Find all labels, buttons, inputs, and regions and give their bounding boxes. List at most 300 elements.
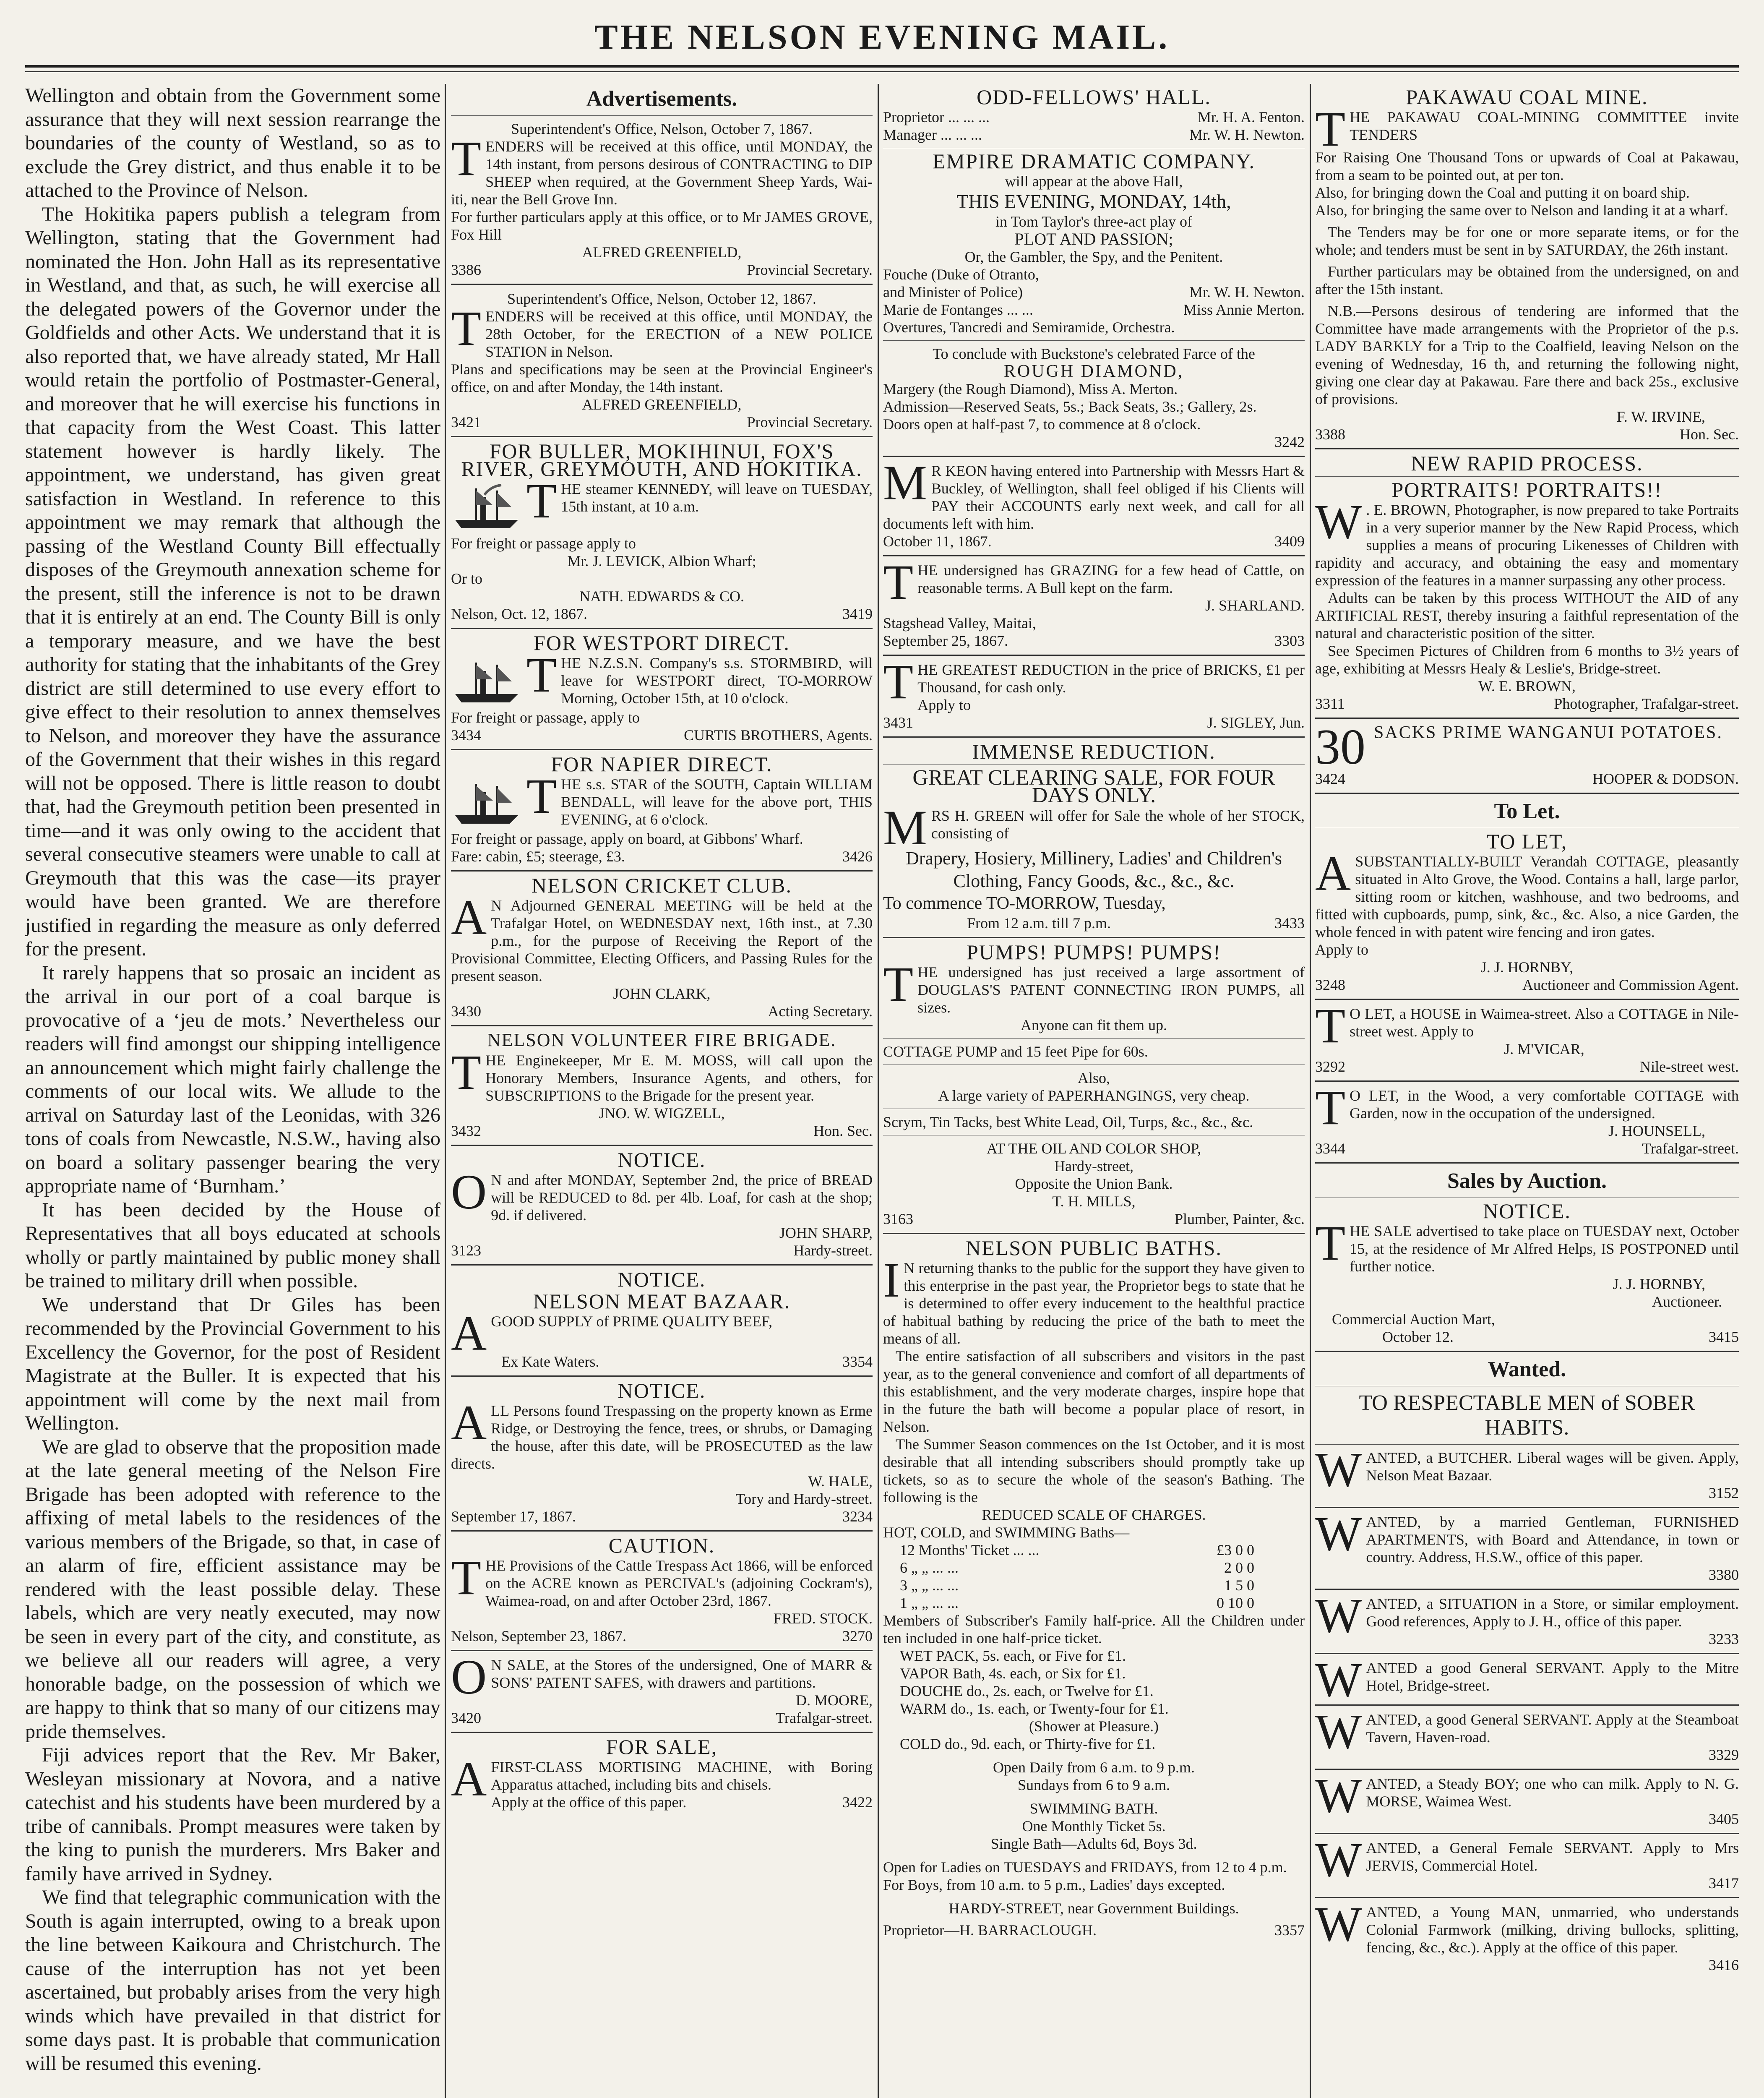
ad-text: HE SALE advertised to take place on TUESDAY next, October 15, at the residence of Mr Alfred Helps, IS POSTPONED until further notice. (1350, 1223, 1739, 1275)
ad-westport-steamer (451, 631, 873, 744)
ad-text: Also, (1077, 1070, 1110, 1086)
ad-number: 3430 (451, 1003, 481, 1020)
ad-text: For freight or passage, apply on board, at Gibbons' Wharf. (451, 830, 803, 847)
ad-caution (451, 1534, 873, 1645)
ad-number: 3419 (842, 605, 873, 622)
ad-grazing (883, 555, 1305, 650)
ad-heading: NELSON VOLUNTEER FIRE BRIGADE. (487, 1030, 836, 1050)
divider (451, 1264, 873, 1266)
ad-signature: T. H. MILLS, (1052, 1193, 1136, 1210)
ad-number: 3303 (1274, 632, 1305, 649)
ad-text: ANTED, a Steady BOY; one who can milk. Apply to N. G. MORSE, Waimea West. (1366, 1775, 1739, 1810)
price-value: 2 0 0 (1224, 1559, 1254, 1576)
drop-cap: M (883, 455, 927, 510)
advertisements-column-2 (883, 84, 1305, 2098)
divider (451, 1650, 873, 1651)
ad-heading: PAKAWAU COAL MINE. (1406, 85, 1648, 109)
divider (1315, 999, 1739, 1000)
drop-cap: W (1315, 1832, 1362, 1887)
ad-signature: W. HALE, (808, 1473, 873, 1490)
ad-number: 3152 (1709, 1485, 1739, 1501)
divider (883, 937, 1305, 938)
ad-text: Further particulars may be obtained from the undersigned, on and after the 15th instant. (1315, 263, 1739, 297)
ad-role: Trafalgar-street. (1642, 1140, 1739, 1157)
ad-text: For further particulars apply at this office, or to Mr JAMES GROVE, Fox Hill (451, 209, 873, 243)
ad-agent: CURTIS BROTHERS, Agents. (684, 727, 873, 744)
ad-number: 3163 (883, 1211, 913, 1227)
ad-text: Drapery, Hosiery, Millinery, Ladies' and Children's Clothing, Fancy Goods, &c., &c., &c. (906, 848, 1282, 891)
editorial-paragraph: The Hokitika papers publish a telegram from Wellington, stating that the Government had nominated the Hon. John Hall as its representative in Westland, and that, as such, he will exercise all the delegated powers of the Governor under the Goldfields and other Acts. We understand that it is also reported that, we have already stated, Mr Hall would retain the portfolio of Postmaster-General, and moreover that he will exercise his functions in that capacity from the West Coast. This latter statement however is hardly likely. The appointment, we understand, has given great satisfaction in Westland. In reference to this appointment we may remark that although the passing of the Westland County Bill effectually disposes of the Greymouth annexation scheme for the present, still the inference is not to be drawn that it is entirely at an end. The County Bill is only a temporary measure, and we have the best authority for stating that the inhabitants of the Grey district are still determined to use every effort to give effect to their resolution to annex themselves to Nelson, and moreover they have the assurance of the Government that their wishes in this regard will not be opposed. There is little reason to doubt that, had the Greymouth petition been presented in time—and it was only owing to the accident that several consecutive steamers were unable to call at Greymouth that this was the case—its prayer would have been granted. We are therefore justified in regarding the measure as only deferred for the present. (25, 203, 440, 960)
ad-signature: JOHN CLARK, (613, 985, 711, 1002)
ad-signature: J. J. HORNBY, (1480, 959, 1574, 976)
divider (451, 284, 873, 285)
divider (883, 555, 1305, 556)
ad-signature: J. HOUNSELL, (1608, 1122, 1705, 1139)
ad-text: HOT, COLD, and SWIMMING Baths— (883, 1524, 1130, 1541)
ad-heading: FOR NAPIER DIRECT. (551, 752, 773, 776)
ad-date: Nelson, September 23, 1867. (451, 1628, 626, 1644)
ad-heading: PUMPS! PUMPS! PUMPS! (967, 940, 1221, 964)
divider (451, 1375, 873, 1377)
ad-wanted-item (1315, 1704, 1739, 1764)
ad-heading: TO LET, (1486, 830, 1568, 853)
column-rule (445, 84, 446, 2098)
ad-text: ANTED, a BUTCHER. Liberal wages will be given. Apply, Nelson Meat Bazaar. (1366, 1449, 1739, 1484)
ad-text: See Specimen Pictures of Children from 6 months to 3½ years of age, exhibiting at Messrs Healy & Leslie's, Bridge-street. (1315, 642, 1739, 677)
ad-fare: Fare: cabin, £5; steerage, £3. (451, 848, 625, 865)
ad-text: Admission—Reserved Seats, 5s.; Back Seats, 3s.; Gallery, 2s. (883, 398, 1257, 415)
divider (451, 115, 873, 116)
ad-number: 3311 (1315, 695, 1345, 712)
drop-cap: A (451, 1751, 487, 1806)
ad-public-baths (883, 1236, 1305, 1939)
ad-text: Fouche (Duke of Otranto, (883, 266, 1039, 283)
drop-cap: W (1315, 1652, 1362, 1707)
ad-text: For freight or passage, apply to (451, 709, 640, 726)
ad-signature: J. M'VICAR, (1504, 1041, 1584, 1057)
ad-number: 3248 (1315, 976, 1345, 993)
drop-cap: T (1315, 998, 1346, 1053)
ad-number: 3416 (1709, 1957, 1739, 1973)
ad-text: Open for Ladies on TUESDAYS and FRIDAYS, from 12 to 4 p.m. (883, 1859, 1287, 1876)
ad-heading: FOR BULLER, MOKIHINUI, FOX'S RIVER, GREYMOUTH, AND HOKITIKA. (461, 439, 862, 480)
divider (451, 749, 873, 750)
ad-text: FIRST-CLASS MORTISING MACHINE, with Boring Apparatus attached, including bits and chisels. (491, 1759, 873, 1793)
ad-number: 3233 (1709, 1631, 1739, 1647)
ad-text: Also, for bringing the same over to Nelson and landing it at a wharf. (1315, 202, 1728, 219)
column-rule (878, 84, 879, 2098)
ad-text: N SALE, at the Stores of the undersigned, One of MARR & SONS' PATENT SAFES, with drawers and partitions. (491, 1657, 873, 1691)
divider (883, 456, 1305, 457)
ad-number: 3417 (1709, 1875, 1739, 1892)
ad-fire-brigade (451, 1031, 873, 1140)
ad-text: ROUGH DIAMOND, (1003, 362, 1184, 381)
price-label: 3 „ „ ... ... (900, 1577, 959, 1594)
ad-keon-partnership (883, 455, 1305, 550)
ad-date: September 17, 1867. (451, 1508, 576, 1525)
section-heading: To Let. (1494, 799, 1560, 823)
ad-number: 3433 (1274, 915, 1305, 932)
drop-cap: A (451, 1395, 487, 1450)
ad-text: From 12 a.m. till 7 p.m. (967, 915, 1111, 932)
editorial-paragraph: Wellington and obtain from the Government some assurance that they will next session rearrange the boundaries of the county of Westland, so as to exclude the Grey district, and thus enable it to be attached to the Province of Nelson. (25, 84, 440, 201)
ad-pakawau-coal (1315, 85, 1739, 443)
ad-address: HARDY-STREET, near Government Buildings. (948, 1900, 1239, 1917)
ad-text: COTTAGE PUMP and 15 feet Pipe for 60s. (883, 1043, 1148, 1060)
ad-text: The Summer Season commences on the 1st October, and it is most desirable that all intending subscribers should promptly take up tickets, so as to secure the whole of the season's Bathing. The following is the (883, 1436, 1305, 1506)
steamship-icon (451, 775, 522, 830)
ad-text: GOOD SUPPLY of PRIME QUALITY BEEF, (491, 1313, 773, 1330)
ad-text: O LET, a HOUSE in Waimea-street. Also a COTTAGE in Nile-street west. Apply to (1350, 1005, 1739, 1040)
ad-number: 3242 (1274, 433, 1305, 450)
ad-text: HE N.Z.S.N. Company's s.s. STORMBIRD, will leave for WESTPORT direct, TO-MORROW Morning, October 15th, at 10 o'clock. (561, 655, 873, 707)
ad-text: Apply at the office of this paper. (491, 1794, 687, 1811)
ad-number: 3388 (1315, 426, 1345, 443)
ad-number: 3426 (842, 848, 873, 865)
ad-date: Nelson, Oct. 12, 1867. (451, 605, 587, 622)
divider (883, 340, 1305, 341)
ad-text: ANTED, a good General SERVANT. Apply at the Steamboat Tavern, Haven-road. (1366, 1711, 1739, 1746)
ad-bricks (883, 654, 1305, 731)
price-value: £3 0 0 (1217, 1542, 1254, 1558)
ad-text: For Boys, from 10 a.m. to 5 p.m., Ladies' days excepted. (883, 1876, 1225, 1893)
steamship-icon (451, 654, 522, 709)
ad-tenders-sheep (451, 120, 873, 279)
ad-agent: NATH. EDWARDS & CO. (579, 588, 744, 605)
drop-cap: T (451, 301, 482, 356)
section-heading: Wanted. (1488, 1357, 1566, 1381)
ad-text: HE steamer KENNEDY, will leave on TUESDAY, 15th instant, at 10 a.m. (561, 480, 873, 515)
ad-address: Commercial Auction Mart, (1332, 1311, 1495, 1328)
ad-role: Hon. Sec. (813, 1122, 873, 1139)
ad-text: ANTED, a Young MAN, unmarried, who understands Colonial Farmwork (milking, driving bullocks, splitting, fencing, &c., &c.). Apply at the office of this paper. (1366, 1904, 1739, 1956)
ad-text: Hardy-street, (1054, 1158, 1133, 1174)
ad-text: Miss Annie Merton. (1183, 301, 1305, 318)
newspaper-title: THE NELSON EVENING MAIL. (594, 18, 1170, 57)
drop-cap: W (1315, 1442, 1362, 1497)
ad-address: Tory and Hardy-street. (735, 1490, 873, 1507)
ad-text: ENDERS will be received at this office, until MONDAY, the 28th October, for the ERECTION of a NEW POLICE STATION in Nelson. (485, 308, 873, 360)
ad-sale-postponed (1315, 1199, 1739, 1346)
ad-number: 3431 (883, 714, 913, 731)
ad-text: will appear at the above Hall, (1005, 173, 1183, 190)
ad-text: Plans and specifications may be seen at the Provincial Engineer's office, on and after Monday, the 14th instant. (451, 361, 873, 395)
ad-text: Also, for bringing down the Coal and putting it on board ship. (1315, 184, 1690, 201)
ad-dateline: Superintendent's Office, Nelson, October 12, 1867. (507, 290, 816, 307)
ad-text: To commence TO-MORROW, Tuesday, (883, 894, 1166, 913)
ad-mortising-machine (451, 1735, 873, 1811)
ad-role: Plumber, Painter, &c. (1174, 1211, 1305, 1227)
ad-role: Nile-street west. (1640, 1058, 1739, 1075)
drop-cap: T (883, 957, 914, 1012)
ad-text: Margery (the Rough Diamond), Miss A. Merton. (883, 381, 1178, 397)
ad-text: WET PACK, 5s. each, or Five for £1. (900, 1647, 1126, 1664)
ad-role: Hon. Sec. (1680, 426, 1739, 443)
ad-text: For freight or passage apply to (451, 535, 636, 552)
ad-heading: TO RESPECTABLE MEN of SOBER HABITS. (1359, 1391, 1695, 1440)
drop-cap: T (526, 769, 557, 824)
ad-wanted-item (1315, 1769, 1739, 1828)
ad-text: REDUCED SCALE OF CHARGES. (982, 1506, 1206, 1523)
ad-text: Mr. H. A. Fenton. (1197, 109, 1305, 125)
ad-number: 3434 (451, 727, 481, 744)
ad-number: 3415 (1709, 1328, 1739, 1345)
drop-cap: T (1315, 1080, 1346, 1135)
editorial-paragraph: We understand that Dr Giles has been recommended by the Provincial Government to his Excellency the Governor, for the post of Resident Magistrate at the Buller. It is expected that his appointment will come by the next mail from Wellington. (25, 1293, 440, 1434)
ad-text: Members of Subscriber's Family half-price. All the Children under ten included in one half-price ticket. (883, 1612, 1305, 1647)
ad-text: O LET, in the Wood, a very comfortable COTTAGE with Garden, now in the occupation of the undersigned. (1350, 1087, 1739, 1122)
ad-text: and Minister of Police) (883, 284, 1023, 300)
drop-cap: W (1315, 1506, 1362, 1561)
editorial-paragraph: We are glad to observe that the proposition made at the late general meeting of the Nelson Fire Brigade has been adopted with reference to the affixing of metal labels to the residences of the various members of the Brigade, so that, in case of an alarm of fire, efficient assistance may be rendered with the least possible delay. These labels, which are very neatly executed, may now be seen in every part of the city, and constitute, as we believe all our readers will agree, a very honorable badge, on the possession of which we are happy to think that so many of our citizens may pride themselves. (25, 1435, 440, 1743)
ad-text: Doors open at half-past 7, to commence at 8 o'clock. (883, 416, 1201, 433)
ad-number: 3432 (451, 1122, 481, 1139)
divider (451, 870, 873, 872)
ad-cricket-club (451, 874, 873, 1020)
ad-meat-bazaar (451, 1268, 873, 1370)
ad-role: Hardy-street. (793, 1242, 873, 1259)
ad-text: A large variety of PAPERHANGINGS, very cheap. (938, 1087, 1250, 1104)
ad-text: HE undersigned has just received a large assortment of DOUGLAS'S PATENT CONNECTING IRON PUMPS, all sizes. (917, 964, 1305, 1016)
ad-number: 3386 (451, 261, 481, 278)
advertisements-column-3 (1315, 84, 1739, 2098)
ad-text: HE Provisions of the Cattle Trespass Act 1866, will be enforced on the ACRE known as PERCIVAL's (adjoining Cockram's), Waimea-road, on and after October 23rd, 1867. (485, 1557, 873, 1609)
ad-signature: J. J. HORNBY, (1613, 1276, 1705, 1292)
divider (1315, 1589, 1739, 1590)
ad-text: N Adjourned GENERAL MEETING will be held at the Trafalgar Hotel, on WEDNESDAY next, 16th inst., at 7.30 p.m., for the purpose of Receiving the Report of the Provisional Committee, Electing Officers, and Passing Rules for the present season. (451, 897, 873, 984)
drop-cap: T (883, 654, 914, 709)
ad-heading: PORTRAITS! PORTRAITS!! (1391, 478, 1662, 501)
ad-text: Ex Kate Waters. (501, 1353, 599, 1370)
ad-dramatic-company (883, 149, 1305, 451)
steamship-icon (451, 480, 522, 535)
ad-text: Marie de Fontanges ... ... (883, 301, 1033, 318)
ad-dateline: Superintendent's Office, Nelson, October 7, 1867. (511, 120, 813, 137)
drop-cap: W (1315, 494, 1362, 549)
ad-bread-notice (451, 1148, 873, 1259)
masthead (0, 0, 1764, 80)
ad-text: HE PAKAWAU COAL-MINING COMMITTEE invite TENDERS (1350, 109, 1739, 143)
ad-text: ANTED, by a married Gentleman, FURNISHED APARTMENTS, with Board and Attendance, in town or country. Address, H.S.W., office of this paper. (1366, 1513, 1739, 1566)
ad-text: Or to (451, 570, 482, 587)
ad-text: DOUCHE do., 2s. each, or Twelve for £1. (900, 1683, 1154, 1699)
price-value: 0 10 0 (1217, 1594, 1254, 1611)
ad-number: 3380 (1709, 1566, 1739, 1583)
editorial-column (25, 84, 440, 2098)
ad-house-waimea (1315, 998, 1739, 1075)
divider (1315, 1507, 1739, 1508)
ad-text: WARM do., 1s. each, or Twenty-four for £1. (900, 1700, 1169, 1717)
drop-cap: W (1315, 1768, 1362, 1823)
ad-role: Trafalgar-street. (776, 1709, 873, 1726)
ad-portraits (1315, 451, 1739, 712)
divider (1315, 718, 1739, 719)
ad-wanted-item (1315, 1507, 1739, 1584)
ad-number: 3270 (842, 1628, 873, 1644)
ad-role: Provincial Secretary. (747, 414, 873, 431)
divider (883, 736, 1305, 738)
ad-wanted-item (1315, 1589, 1739, 1648)
drop-cap: T (883, 555, 914, 610)
ad-clearing-sale (883, 740, 1305, 932)
drop-cap: O (451, 1649, 487, 1704)
section-heading: Advertisements. (586, 87, 737, 111)
ad-number: 3409 (1274, 533, 1305, 550)
divider (451, 436, 873, 437)
drop-cap: T (526, 647, 557, 702)
divider (1315, 1444, 1739, 1445)
divider (1315, 1653, 1739, 1654)
ad-heading: NOTICE. (1483, 1199, 1571, 1223)
ad-signature: F. W. IRVINE, (1616, 408, 1705, 425)
divider (1315, 793, 1739, 794)
ad-text: Sundays from 6 to 9 a.m. (1018, 1777, 1170, 1793)
drop-cap: M (883, 800, 927, 855)
divider (1315, 1704, 1739, 1706)
ad-text: HE GREATEST REDUCTION in the price of BRICKS, £1 per Thousand, for cash only. (917, 661, 1305, 696)
drop-cap: T (451, 1550, 482, 1605)
ad-heading: FOR WESTPORT DIRECT. (534, 631, 790, 655)
ad-text: Adults can be taken by this process WITHOUT the AID of any ARTIFICIAL REST, thereby insuring a faithful representation of the natural and characteristic position of the sitter. (1315, 590, 1739, 642)
divider (451, 628, 873, 629)
ad-number: 3420 (451, 1709, 481, 1726)
ad-heading: NELSON PUBLIC BATHS. (966, 1236, 1222, 1260)
ad-text: The entire satisfaction of all subscribers and visitors in the past year, as to the general convenience and comfort of all departments of this establishment, and the very moderate charges, inspire hope that in the future the bath will become a popular place of resort, in Nelson. (883, 1348, 1305, 1435)
ad-role: Auctioneer and Commission Agent. (1522, 976, 1739, 993)
ad-number: 3405 (1709, 1811, 1739, 1827)
ad-text: Open Daily from 6 a.m. to 9 p.m. (993, 1759, 1195, 1776)
divider (1315, 1080, 1739, 1082)
ad-text: ANTED a good General SERVANT. Apply to the Mitre Hotel, Bridge-street. (1366, 1660, 1739, 1694)
ad-text: RS H. GREEN will offer for Sale the whole of her STOCK, consisting of (931, 807, 1305, 842)
drop-cap: A (451, 1306, 487, 1361)
ad-text: VAPOR Bath, 4s. each, or Six for £1. (900, 1665, 1126, 1682)
ad-text: One Monthly Ticket 5s. (1022, 1818, 1166, 1834)
ad-number: 3421 (451, 414, 481, 431)
ad-text: ENDERS will be received at this office, until MONDAY, the 14th instant, from persons desirous of CONTRACTING to DIP SHEEP when required, at the Government Sheep Yards, Wai-iti, near the Bell Grove Inn. (451, 138, 873, 208)
price-label: 1 „ „ ... ... (900, 1594, 959, 1611)
ad-date: October 12. (1382, 1328, 1454, 1345)
ad-text: Scrym, Tin Tacks, best White Lead, Oil, Turps, &c., &c., &c. (883, 1114, 1253, 1130)
ad-role: Auctioneer. (1652, 1293, 1722, 1310)
ad-signature: D. MOORE, (795, 1692, 873, 1709)
divider (1315, 448, 1739, 449)
drop-cap: T (526, 473, 557, 528)
ad-number: 3329 (1709, 1746, 1739, 1763)
editorial-paragraph: It rarely happens that so prosaic an incident as the arrival in our port of a coal barque is provocative of a ‘jeu de mots.’ Nevertheless our readers will find amongst our shipping intelligence an announcement which might fairly challenge the comments of our local wits. We allude to the arrival on Saturday last of the Leonidas, with 326 tons of coals from Newcastle, N.S.W., having also on board a solitary passenger bearing the very appropriate name of ‘Burnham.’ (25, 961, 440, 1197)
divider (1315, 476, 1739, 477)
column-rule (1310, 84, 1311, 2098)
ad-text: SWIMMING BATH. (1029, 1800, 1158, 1817)
ad-pumps (883, 940, 1305, 1228)
ad-text: N returning thanks to the public for the support they have given to this enterprise in the past year, the Proprietor begs to state that he is determined to offer every inducement to the healthful practice of habitual bathing by reducing the price of the bath to meet the means of all. (883, 1260, 1305, 1347)
ad-napier-steamer (451, 752, 873, 865)
ad-agent: Mr. J. LEVICK, Albion Wharf; (567, 553, 756, 569)
ad-heading: FOR SALE, (606, 1735, 718, 1759)
ad-text: To conclude with Buckstone's celebrated Farce of the (933, 345, 1255, 362)
ad-tenders-police (451, 290, 873, 431)
ad-role: Provincial Secretary. (747, 261, 873, 278)
ad-signature: W. E. BROWN, (1478, 678, 1576, 694)
ad-patent-safes (451, 1649, 873, 1727)
divider (451, 1732, 873, 1733)
editorial-paragraph: It has been decided by the House of Representatives that all boys educated at schools wholly or partly maintained by public money shall be trained to military drill when possible. (25, 1198, 440, 1292)
ad-signature: JOHN SHARP, (779, 1224, 873, 1241)
ad-text: Mr. W. H. Newton. (1189, 284, 1305, 300)
divider (1315, 1351, 1739, 1352)
divider (1315, 1162, 1739, 1164)
drop-cap: I (883, 1253, 900, 1307)
ad-text: N and after MONDAY, September 2nd, the price of BREAD will be REDUCED to 8d. per 4lb. Loaf, for cash at the shop; 9d. if delivered. (491, 1172, 873, 1224)
ad-heading: NOTICE. (618, 1148, 706, 1172)
ad-text: ANTED, a SITUATION in a Store, or similar employment. Good references, Apply to J. H., office of this paper. (1366, 1595, 1739, 1630)
ad-text: Proprietor ... ... ... (883, 109, 990, 125)
ad-date: September 25, 1867. (883, 632, 1008, 649)
drop-cap: A (1315, 846, 1351, 901)
ad-signature: ALFRED GREENFIELD, (582, 244, 742, 261)
ad-role: Acting Secretary. (768, 1003, 873, 1020)
ad-heading: NELSON MEAT BAZAAR. (533, 1289, 791, 1313)
ad-signature: HOOPER & DODSON. (1592, 770, 1739, 787)
drop-cap: W (1315, 1897, 1362, 1952)
masthead-rule-thin (25, 71, 1739, 72)
ad-heading: NELSON CRICKET CLUB. (531, 874, 792, 897)
ad-text: Mr. W. H. Newton. (1189, 126, 1305, 143)
ad-text: Manager ... ... ... (883, 126, 982, 143)
ad-signature: J. SIGLEY, Jun. (1207, 714, 1305, 731)
divider (451, 1025, 873, 1026)
ad-text: THIS EVENING, MONDAY, 14th, (956, 190, 1231, 212)
ad-text: . E. BROWN, Photographer, is now prepared to take Portraits in a very superior manner by the New Rapid Process, which supplies a means of procuring Likenesses of Children with rapidity and accuracy, and obtaining the easy and momentary expression of the features in a manner surpassing any other process. (1315, 501, 1739, 589)
drop-cap: T (1315, 1216, 1346, 1271)
ad-text: HE Enginekeeper, Mr E. M. MOSS, will call upon the Honorary Members, Insurance Agents, and others, for SUBSCRIPTIONS to the Brigade for the present year. (485, 1052, 873, 1104)
ad-wanted-item (1315, 1833, 1739, 1892)
drop-cap: T (451, 1045, 482, 1100)
ad-text: AT THE OIL AND COLOR SHOP, (986, 1140, 1201, 1157)
ad-text: PLOT AND PASSION; (1014, 230, 1173, 248)
ad-wanted-item (1315, 1897, 1739, 1974)
ad-text: Anyone can fit them up. (1021, 1017, 1167, 1033)
ad-heading: ODD-FELLOWS' HALL. (977, 85, 1211, 109)
divider (451, 1530, 873, 1532)
ad-text: ANTED, a General Female SERVANT. Apply to Mrs JERVIS, Commercial Hotel. (1366, 1840, 1739, 1874)
divider (1315, 1769, 1739, 1770)
ad-number: 3234 (842, 1508, 873, 1525)
ad-text: R KEON having entered into Partnership with Messrs Hart & Buckley, of Wellington, shall feel obliged if his Clients will PAY their ACCOUNTS early next week, and call for all documents left with him. (883, 462, 1305, 532)
ad-heading: NOTICE. (618, 1268, 706, 1291)
ad-heading: CAUTION. (608, 1534, 715, 1557)
ad-text: For Raising One Thousand Tons or upwards of Coal at Pakawau, from a seam to be pointed out, at per ton. (1315, 149, 1739, 183)
editorial-paragraph: We find that telegraphic communication with the South is again interrupted, owing to a break upon the line between Kaikoura and Christchurch. The cause of the interruption has not yet been ascertained, but probably arises from the very high winds which have prevailed in that district for some days past. It is probable that communication will be resumed this evening. (25, 1886, 440, 2075)
ad-text: SUBSTANTIALLY-BUILT Verandah COTTAGE, pleasantly situated in Alto Grove, the Wood. Contains a hall, large parlor, sitting room or kitchen, washhouse, and two bedrooms, and fitted with cupboards, pump, sink, &c., &c. Also, a nice Garden, the whole fenced in with patent wire fencing and iron gates. (1315, 853, 1739, 940)
ad-heading: EMPIRE DRAMATIC COMPANY. (933, 149, 1255, 173)
ad-number: 3292 (1315, 1058, 1345, 1075)
ad-signature: FRED. STOCK. (773, 1610, 873, 1627)
ad-number: 3123 (451, 1242, 481, 1259)
ad-signature: JNO. W. WIGZELL, (599, 1105, 725, 1122)
drop-cap: W (1315, 1588, 1362, 1643)
divider (451, 1145, 873, 1146)
divider (1315, 1897, 1739, 1898)
ad-number: 3357 (1274, 1922, 1305, 1939)
masthead-rule (25, 65, 1739, 68)
ad-text: Single Bath—Adults 6d, Boys 3d. (990, 1835, 1197, 1852)
advertisements-column-1 (451, 84, 873, 2098)
ad-number: 3422 (842, 1794, 873, 1811)
ad-signature: J. SHARLAND. (1205, 597, 1305, 614)
ad-trespass-notice (451, 1379, 873, 1525)
ad-date: October 11, 1867. (883, 533, 992, 550)
